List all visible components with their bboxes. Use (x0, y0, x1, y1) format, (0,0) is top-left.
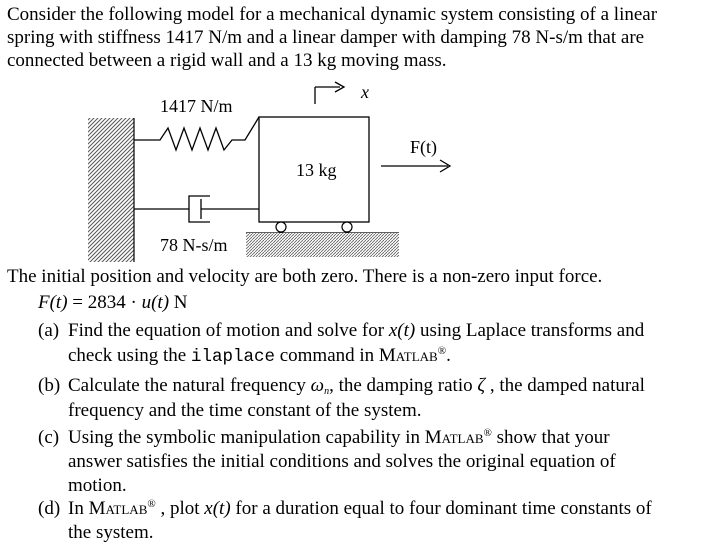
part-d-line-2: the system. (68, 522, 154, 543)
matlab-name: Matlab (424, 427, 484, 448)
ground (246, 233, 399, 257)
part-a-line-1: Find the equation of motion and solve for x(t) using Laplace transforms and (68, 320, 645, 341)
zeta-symbol: ζ (477, 375, 486, 396)
intro-line-1: Consider the following model for a mechanical dynamic system consisting of a linear (7, 4, 658, 25)
position-label: x (361, 82, 369, 102)
part-b-line-2: frequency and the time constant of the system. (68, 400, 422, 421)
matlab-name: Matlab (88, 498, 148, 519)
force-unit: N (169, 292, 188, 313)
part-c-line-1: Using the symbolic manipulation capability in Matlab® show that your (68, 427, 610, 448)
part-b-label: (b) (38, 375, 61, 396)
part-d-line-1: In Matlab® , plot x(t) for a duration equal to four dominant time constants of (68, 498, 652, 519)
ilaplace-command: ilaplace (190, 347, 275, 367)
position-arrow (315, 82, 344, 104)
intro-line-2: spring with stiffness 1417 N/m and a linear damper with damping 78 N-s/m that are (7, 27, 645, 48)
initial-conditions-text: The initial position and velocity are both zero. There is a non-zero input force. (7, 266, 603, 287)
spring (134, 117, 259, 150)
part-c-line-3: motion. (68, 475, 127, 496)
damper-label: 78 N-s/m (160, 235, 228, 255)
part-d-variable: x(t) (204, 498, 231, 519)
part-a-line-2: check using the ilaplace command in Matlab®. (68, 345, 451, 367)
rigid-wall (88, 118, 134, 262)
part-a-variable: x(t) (388, 320, 416, 341)
mass-label: 13 kg (296, 160, 337, 180)
omega-symbol: ω (310, 375, 325, 396)
part-c-label: (c) (38, 427, 60, 448)
force-lhs: F(t) (38, 292, 68, 313)
registered-mark: ® (147, 498, 156, 510)
spring-label: 1417 N/m (160, 96, 233, 116)
part-d-label: (d) (38, 498, 61, 519)
wheel-left (276, 222, 286, 232)
registered-mark: ® (437, 345, 447, 357)
registered-mark: ® (483, 427, 492, 439)
matlab-name: Matlab (378, 345, 438, 366)
force-equation (38, 292, 188, 314)
mass-spring-damper-diagram (0, 0, 725, 270)
force-label: F(t) (410, 137, 437, 157)
part-a-label: (a) (38, 320, 60, 341)
wheel-right (342, 222, 352, 232)
force-input: u(t) (141, 292, 170, 313)
omega-subscript: n (324, 386, 330, 397)
part-b-line-1: Calculate the natural frequency $\omega_n$, the damping ratio ζ , the damped natural (68, 375, 645, 397)
part-c-line-2: answer satisfies the initial conditions and solves the original equation of (68, 451, 616, 472)
force-arrow (381, 160, 450, 172)
intro-line-3: connected between a rigid wall and a 13 kg moving mass. (7, 50, 447, 71)
force-equals: = 2834 · (67, 292, 142, 313)
damper (134, 196, 259, 222)
